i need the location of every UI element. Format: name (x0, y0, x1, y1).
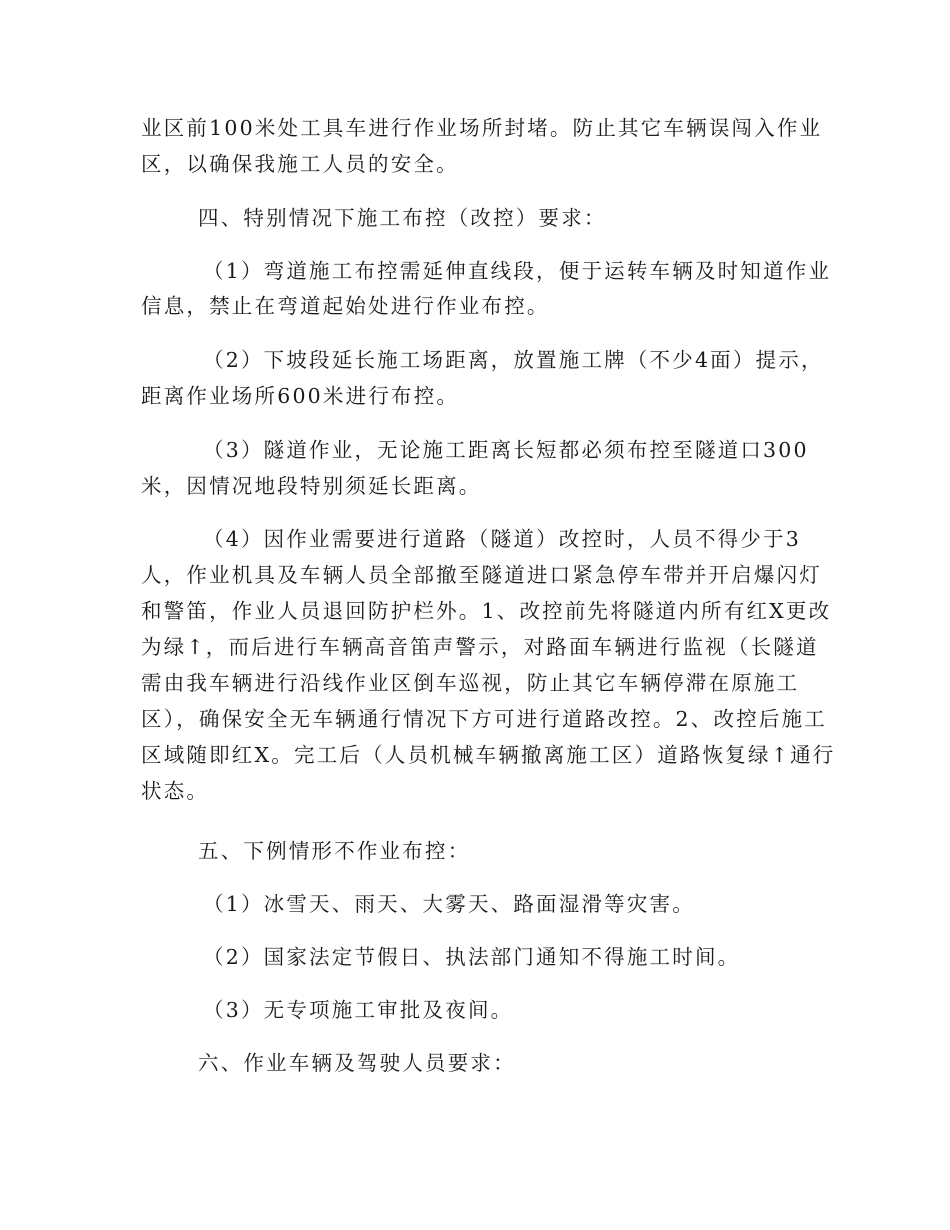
list-item: （3）无专项施工审批及夜间。 (203, 998, 514, 1022)
section-heading: 六、作业车辆及驾驶人员要求： (198, 1051, 516, 1075)
text-line: 信息，禁止在弯道起始处进行作业布控。 (141, 294, 550, 318)
text-line: （4）因作业需要进行道路（隧道）改控时，人员不得少于3 (203, 527, 801, 551)
list-item: （1）冰雪天、雨天、大雾天、路面湿滑等灾害。 (203, 892, 695, 916)
text-line: 和警笛，作业人员退回防护栏外。1、改控前先将隧道内所有红X更改 (141, 599, 832, 623)
text-line: （3）隧道作业，无论施工距离长短都必须布控至隧道口300 (203, 438, 809, 462)
section-heading: 四、特别情况下施工布控（改控）要求： (198, 206, 607, 230)
text-line: 米，因情况地段特别须延长距离。 (141, 474, 482, 498)
list-item: （2）国家法定节假日、执法部门通知不得施工时间。 (203, 945, 741, 969)
text-line: 为绿↑，而后进行车辆高音笛声警示，对路面车辆进行监视（长隧道 (141, 635, 819, 659)
text-line: 业区前100米处工具车进行作业场所封堵。防止其它车辆误闯入作业 (141, 116, 823, 140)
section-heading: 五、下例情形不作业布控： (198, 839, 471, 863)
text-line: 人，作业机具及车辆人员全部撤至隧道进口紧急停车带并开启爆闪灯 (141, 563, 822, 587)
text-line: 区，以确保我施工人员的安全。 (141, 152, 459, 176)
text-line: 需由我车辆进行沿线作业区倒车巡视，防止其它车辆停滞在原施工 (141, 671, 800, 695)
text-line: （1）弯道施工布控需延伸直线段，便于运转车辆及时知道作业 (203, 259, 832, 283)
text-line: 区域随即红X。完工后（人员机械车辆撤离施工区）道路恢复绿↑通行 (141, 743, 836, 767)
text-line: 距离作业场所600米进行布控。 (141, 384, 460, 408)
text-line: 区），确保安全无车辆通行情况下方可进行道路改控。2、改控后施工 (141, 707, 827, 731)
text-line: 状态。 (141, 779, 210, 803)
text-line: （2）下坡段延长施工场距离，放置施工牌（不少4面）提示， (203, 348, 824, 372)
